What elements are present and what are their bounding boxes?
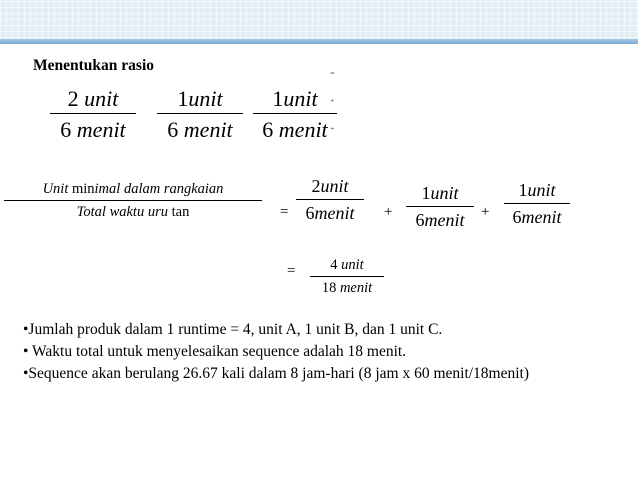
formula-term-3: 1unit 6menit xyxy=(504,180,570,227)
plus-sign-2: + xyxy=(481,204,490,220)
bullet-item: •Jumlah produk dalam 1 runtime = 4, unit A, 1 unit B, dan 1 unit C. xyxy=(23,321,443,338)
equals-sign-result: = xyxy=(287,263,296,279)
ratio-fraction-2: 1unit 6 menit xyxy=(157,86,243,143)
formula-result-fraction: 4 unit 18 menit xyxy=(310,257,384,296)
formula-lhs-fraction: Unit minimal dalam rangkaian Total waktu uru tan xyxy=(4,181,262,220)
ratio-fraction-3: 1unit 6 menit xyxy=(253,86,337,143)
slide-title: Menentukan rasio xyxy=(33,57,154,74)
formula-term-1: 2unit 6menit xyxy=(296,176,364,223)
formula-term-2: 1unit 6menit xyxy=(406,183,474,230)
decorative-marks: ⁼ ⁺ ⁺ xyxy=(330,69,335,135)
bullet-list xyxy=(23,319,623,385)
bullet-item: •Sequence akan berulang 26.67 kali dalam 8 jam-hari (8 jam x 60 menit/18menit) xyxy=(23,365,530,382)
ratio-fraction-1: 2 unit 6 menit xyxy=(50,86,136,143)
bullet-item: • Waktu total untuk menyelesaikan sequence adalah 18 menit. xyxy=(23,343,407,360)
slide-header-border xyxy=(0,0,638,44)
plus-sign-1: + xyxy=(384,204,393,220)
equals-sign: = xyxy=(280,204,289,220)
